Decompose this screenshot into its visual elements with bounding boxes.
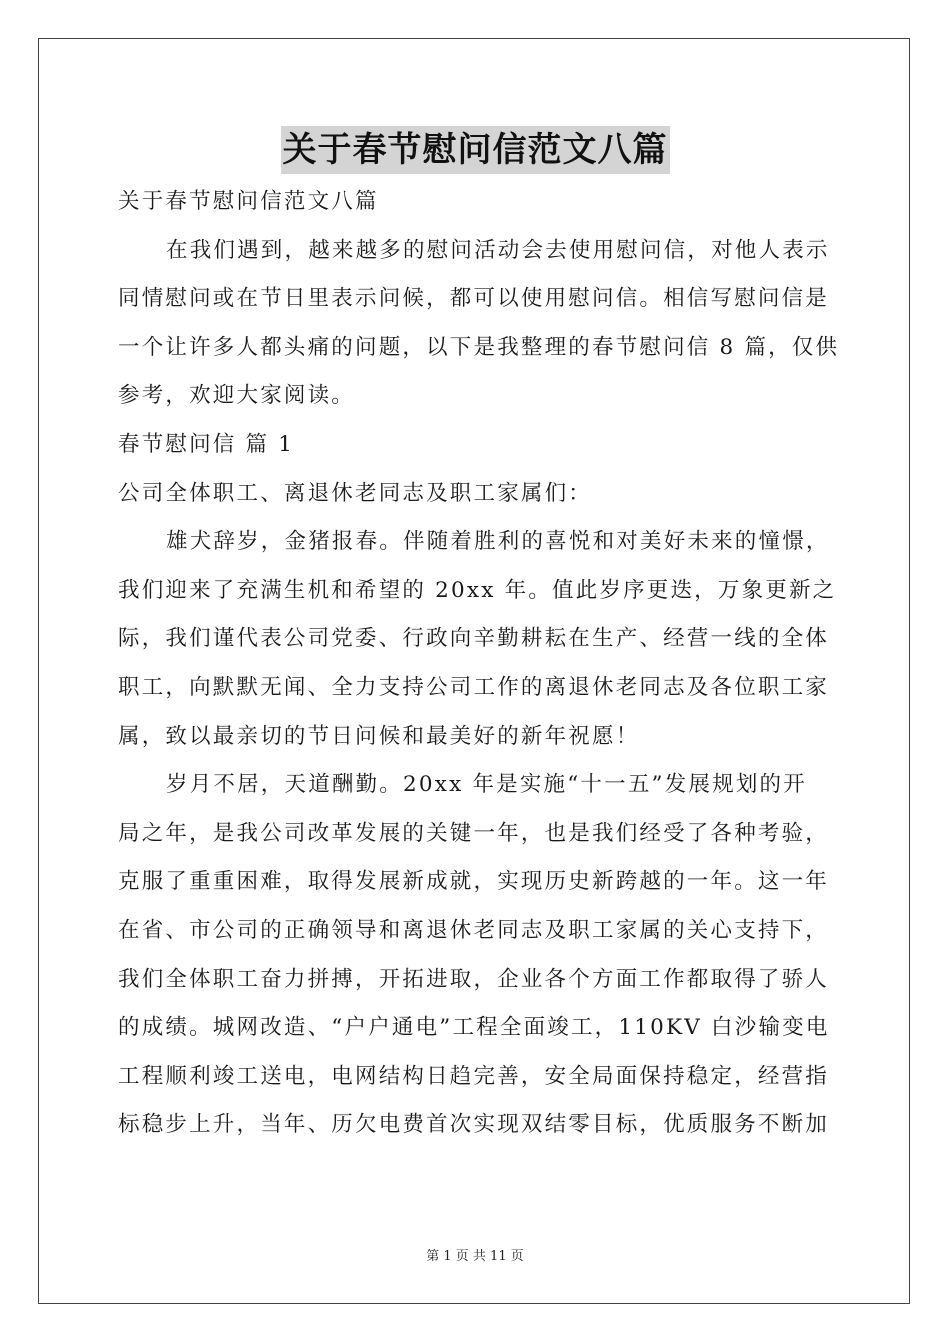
text-line: 属，致以最亲切的节日问候和最美好的新年祝愿！	[118, 723, 640, 749]
text-line: 我们迎来了充满生机和希望的 20xx 年。值此岁序更迭，万象更新之	[118, 577, 837, 603]
text-line: 职工，向默默无闻、全力支持公司工作的离退休老同志及各位职工家	[118, 674, 830, 700]
text-line: 的成绩。城网改造、“户户通电”工程全面竣工，110KV 白沙输变电	[118, 1015, 830, 1041]
text-line: 标稳步上升，当年、历欠电费首次实现双结零目标，优质服务不断加	[118, 1112, 830, 1138]
page-footer: 第 1 页 共 11 页	[426, 1249, 524, 1264]
text-line: 岁月不居，天道酬勤。20xx 年是实施“十一五”发展规划的开	[166, 772, 807, 798]
text-line: 一个让许多人都头痛的问题，以下是我整理的春节慰问信 8 篇，仅供	[118, 334, 840, 360]
text-line: 局之年，是我公司改革发展的关键一年，也是我们经受了各种考验，	[118, 820, 830, 846]
document-body	[118, 178, 840, 1150]
text-line: 春节慰问信 篇 1	[118, 431, 295, 457]
text-line: 工程顺利竣工送电，电网结构日趋完善，安全局面保持稳定，经营指	[118, 1063, 830, 1089]
text-line: 雄犬辞岁，金猪报春。伴随着胜利的喜悦和对美好未来的憧憬，	[166, 529, 830, 555]
text-line: 在我们遇到，越来越多的慰问活动会去使用慰问信，对他人表示	[166, 237, 830, 263]
text-line: 际，我们谨代表公司党委、行政向辛勤耕耘在生产、经营一线的全体	[118, 626, 830, 652]
title-container	[0, 126, 950, 174]
text-line: 公司全体职工、离退休老同志及职工家属们：	[118, 480, 593, 506]
text-line: 同情慰问或在节日里表示问候，都可以使用慰问信。相信写慰问信是	[118, 286, 830, 312]
text-line: 我们全体职工奋力拼搏，开拓进取，企业各个方面工作都取得了骄人	[118, 966, 830, 992]
text-line: 克服了重重困难，取得发展新成就，实现历史新跨越的一年。这一年	[118, 869, 830, 895]
text-line: 在省、市公司的正确领导和离退休老同志及职工家属的关心支持下，	[118, 917, 830, 943]
text-line: 关于春节慰问信范文八篇	[118, 189, 379, 214]
text-line: 参考，欢迎大家阅读。	[118, 383, 356, 409]
document-title: 关于春节慰问信范文八篇	[281, 126, 670, 174]
